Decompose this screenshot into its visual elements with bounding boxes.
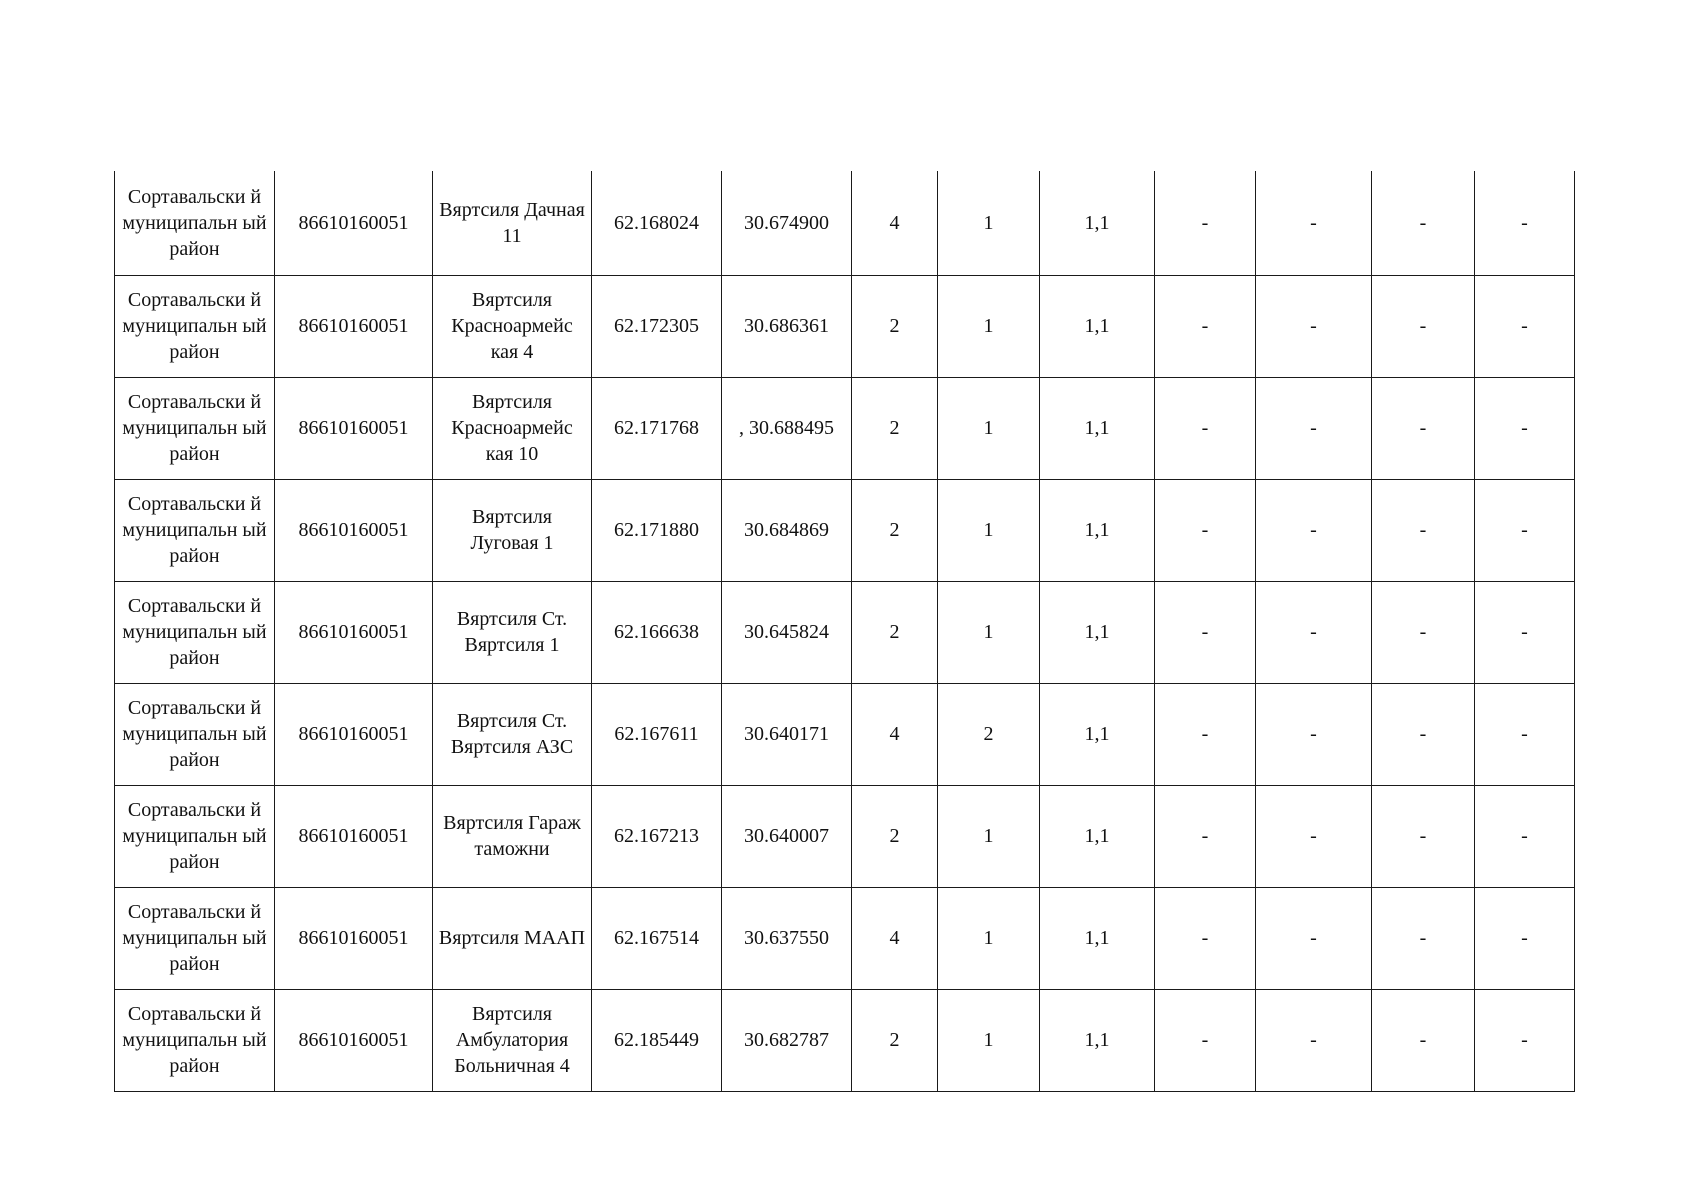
empty-value-cell: - [1475,377,1575,479]
longitude-cell: 30.682787 [722,989,852,1091]
quantity-cell: 1 [938,581,1040,683]
count-cell: 2 [852,275,938,377]
empty-value-cell: - [1256,377,1372,479]
volume-cell: 1,1 [1040,887,1155,989]
oktmo-code-cell: 86610160051 [275,377,433,479]
oktmo-code-cell: 86610160051 [275,171,433,275]
district-cell: Сортавальски й муниципальн ый район [115,581,275,683]
latitude-cell: 62.167213 [592,785,722,887]
empty-value-cell: - [1256,479,1372,581]
registry-table-body [115,171,1575,1091]
empty-value-cell: - [1155,581,1256,683]
district-cell: Сортавальски й муниципальн ый район [115,989,275,1091]
latitude-cell: 62.172305 [592,275,722,377]
latitude-cell: 62.167514 [592,887,722,989]
table-row [115,479,1575,581]
longitude-cell: 30.637550 [722,887,852,989]
district-cell: Сортавальски й муниципальн ый район [115,171,275,275]
volume-cell: 1,1 [1040,581,1155,683]
empty-value-cell: - [1155,377,1256,479]
empty-value-cell: - [1475,683,1575,785]
oktmo-code-cell: 86610160051 [275,683,433,785]
location-cell: Вяртсиля Гараж таможни [433,785,592,887]
empty-value-cell: - [1155,785,1256,887]
table-row [115,171,1575,275]
empty-value-cell: - [1256,989,1372,1091]
empty-value-cell: - [1155,989,1256,1091]
quantity-cell: 1 [938,887,1040,989]
empty-value-cell: - [1372,377,1475,479]
oktmo-code-cell: 86610160051 [275,581,433,683]
empty-value-cell: - [1155,683,1256,785]
empty-value-cell: - [1256,887,1372,989]
empty-value-cell: - [1372,989,1475,1091]
empty-value-cell: - [1256,171,1372,275]
latitude-cell: 62.171768 [592,377,722,479]
district-cell: Сортавальски й муниципальн ый район [115,377,275,479]
quantity-cell: 1 [938,171,1040,275]
longitude-cell: 30.674900 [722,171,852,275]
district-cell: Сортавальски й муниципальн ый район [115,887,275,989]
location-cell: Вяртсиля МААП [433,887,592,989]
district-cell: Сортавальски й муниципальн ый район [115,683,275,785]
district-cell: Сортавальски й муниципальн ый район [115,275,275,377]
count-cell: 2 [852,377,938,479]
longitude-cell: 30.645824 [722,581,852,683]
count-cell: 4 [852,887,938,989]
location-cell: Вяртсиля Ст. Вяртсиля 1 [433,581,592,683]
count-cell: 2 [852,785,938,887]
empty-value-cell: - [1475,785,1575,887]
oktmo-code-cell: 86610160051 [275,989,433,1091]
empty-value-cell: - [1372,581,1475,683]
location-cell: Вяртсиля Красноармейс кая 10 [433,377,592,479]
empty-value-cell: - [1256,683,1372,785]
volume-cell: 1,1 [1040,479,1155,581]
empty-value-cell: - [1475,171,1575,275]
empty-value-cell: - [1372,171,1475,275]
empty-value-cell: - [1475,479,1575,581]
volume-cell: 1,1 [1040,785,1155,887]
empty-value-cell: - [1372,275,1475,377]
empty-value-cell: - [1155,479,1256,581]
latitude-cell: 62.185449 [592,989,722,1091]
table-row [115,683,1575,785]
oktmo-code-cell: 86610160051 [275,887,433,989]
empty-value-cell: - [1475,275,1575,377]
volume-cell: 1,1 [1040,171,1155,275]
location-cell: Вяртсиля Дачная 11 [433,171,592,275]
latitude-cell: 62.166638 [592,581,722,683]
quantity-cell: 1 [938,377,1040,479]
quantity-cell: 2 [938,683,1040,785]
table-row [115,275,1575,377]
location-cell: Вяртсиля Красноармейс кая 4 [433,275,592,377]
count-cell: 2 [852,479,938,581]
quantity-cell: 1 [938,275,1040,377]
quantity-cell: 1 [938,785,1040,887]
volume-cell: 1,1 [1040,683,1155,785]
count-cell: 2 [852,989,938,1091]
volume-cell: 1,1 [1040,989,1155,1091]
district-cell: Сортавальски й муниципальн ый район [115,479,275,581]
empty-value-cell: - [1372,683,1475,785]
table-row [115,377,1575,479]
count-cell: 2 [852,581,938,683]
longitude-cell: 30.640171 [722,683,852,785]
empty-value-cell: - [1256,275,1372,377]
latitude-cell: 62.168024 [592,171,722,275]
empty-value-cell: - [1256,785,1372,887]
empty-value-cell: - [1475,989,1575,1091]
longitude-cell: 30.684869 [722,479,852,581]
oktmo-code-cell: 86610160051 [275,275,433,377]
latitude-cell: 62.167611 [592,683,722,785]
empty-value-cell: - [1372,479,1475,581]
quantity-cell: 1 [938,989,1040,1091]
longitude-cell: 30.640007 [722,785,852,887]
longitude-cell: , 30.688495 [722,377,852,479]
empty-value-cell: - [1155,275,1256,377]
empty-value-cell: - [1256,581,1372,683]
table-row [115,581,1575,683]
count-cell: 4 [852,683,938,785]
location-cell: Вяртсиля Луговая 1 [433,479,592,581]
empty-value-cell: - [1372,887,1475,989]
quantity-cell: 1 [938,479,1040,581]
table-row [115,989,1575,1091]
volume-cell: 1,1 [1040,377,1155,479]
oktmo-code-cell: 86610160051 [275,785,433,887]
empty-value-cell: - [1155,887,1256,989]
empty-value-cell: - [1475,581,1575,683]
empty-value-cell: - [1155,171,1256,275]
longitude-cell: 30.686361 [722,275,852,377]
table-row [115,887,1575,989]
table-row [115,785,1575,887]
oktmo-code-cell: 86610160051 [275,479,433,581]
district-cell: Сортавальски й муниципальн ый район [115,785,275,887]
empty-value-cell: - [1372,785,1475,887]
latitude-cell: 62.171880 [592,479,722,581]
registry-table [114,171,1575,1092]
location-cell: Вяртсиля Амбулатория Больничная 4 [433,989,592,1091]
count-cell: 4 [852,171,938,275]
location-cell: Вяртсиля Ст. Вяртсиля АЗС [433,683,592,785]
volume-cell: 1,1 [1040,275,1155,377]
empty-value-cell: - [1475,887,1575,989]
